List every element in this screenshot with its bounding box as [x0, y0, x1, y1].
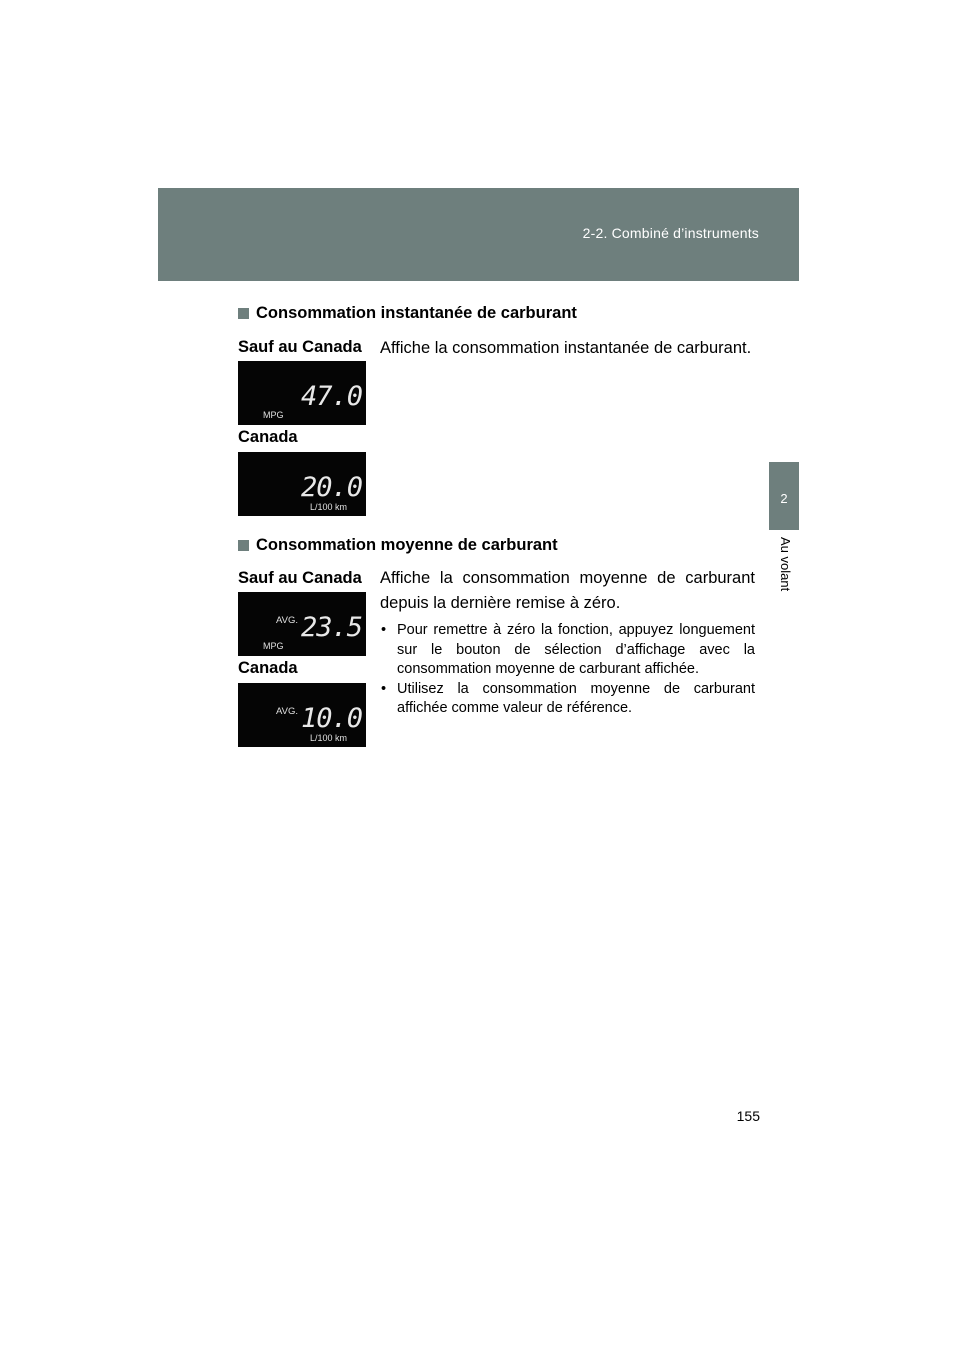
- display-avg-label: AVG.: [276, 706, 298, 717]
- header-band: [158, 188, 799, 281]
- section-title: 2-2. Combiné d’instruments: [582, 225, 759, 241]
- display-value: 23.5: [300, 612, 362, 643]
- label-sauf-canada: Sauf au Canada: [238, 569, 362, 587]
- section-heading-instant: [238, 304, 577, 323]
- lcd-display-mpg: [238, 361, 366, 425]
- notes-list: [380, 621, 755, 719]
- lcd-display-l100km: [238, 452, 366, 516]
- bullet-dot-icon: •: [381, 622, 387, 638]
- section-heading-average: [238, 536, 558, 555]
- display-unit: MPG: [263, 641, 284, 651]
- display-value: 20.0: [300, 472, 362, 503]
- description-instant: Affiche la consommation instantanée de carburant.: [380, 339, 752, 357]
- display-unit: L/100 km: [310, 502, 348, 512]
- list-item: • Utilisez la consommation moyenne de carburant affichée comme valeur de référence.: [381, 680, 755, 716]
- chapter-label: Au volant: [778, 537, 793, 592]
- label-canada: Canada: [238, 428, 298, 446]
- chapter-tab: [769, 462, 799, 530]
- display-value: 47.0: [300, 381, 362, 412]
- list-item: • Pour remettre à zéro la fonction, appuyez longuement sur le bouton de sélection d’affichage avec la consommation moyenne de carburant affichée.: [381, 622, 755, 677]
- display-unit: MPG: [263, 410, 284, 420]
- display-value: 10.0: [300, 703, 362, 734]
- description-average: Affiche la consommation moyenne de carburant depuis la dernière remise à zéro.: [380, 569, 755, 612]
- chapter-number: 2: [780, 491, 788, 506]
- lcd-display-avg-l100km: [238, 683, 366, 747]
- label-sauf-canada: Sauf au Canada: [238, 338, 362, 356]
- heading-text: Consommation instantanée de carburant: [256, 304, 577, 322]
- lcd-display-avg-mpg: [238, 592, 366, 656]
- display-avg-label: AVG.: [276, 615, 298, 626]
- bullet-dot-icon: •: [381, 680, 387, 697]
- page-number: 155: [736, 1108, 760, 1124]
- square-bullet-icon: [238, 308, 249, 319]
- heading-text: Consommation moyenne de carburant: [256, 536, 558, 554]
- label-canada: Canada: [238, 659, 298, 677]
- display-unit: L/100 km: [310, 733, 348, 743]
- square-bullet-icon: [238, 540, 249, 551]
